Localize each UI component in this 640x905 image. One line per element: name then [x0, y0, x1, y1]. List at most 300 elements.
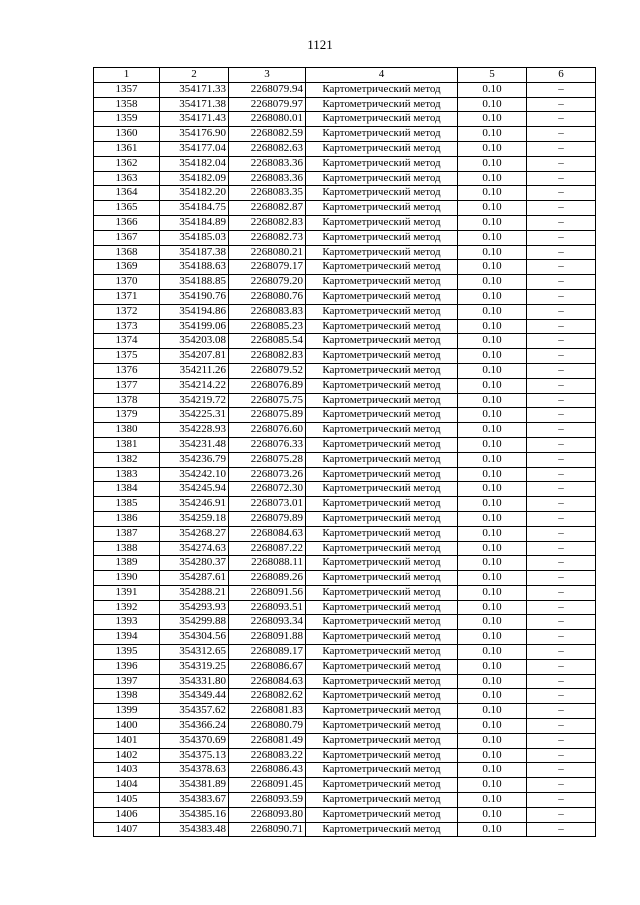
point-number-cell: 1393	[94, 615, 160, 630]
method-cell: Картометрический метод	[306, 334, 458, 349]
method-cell: Картометрический метод	[306, 748, 458, 763]
point-number-cell: 1390	[94, 571, 160, 586]
y-coordinate-cell: 2268075.89	[229, 408, 306, 423]
point-number-cell: 1374	[94, 334, 160, 349]
method-cell: Картометрический метод	[306, 497, 458, 512]
accuracy-cell: 0.10	[458, 363, 527, 378]
table-row	[94, 127, 596, 142]
method-cell: Картометрический метод	[306, 482, 458, 497]
y-coordinate-cell: 2268085.23	[229, 319, 306, 334]
method-cell: Картометрический метод	[306, 304, 458, 319]
method-cell: Картометрический метод	[306, 541, 458, 556]
point-number-cell: 1369	[94, 260, 160, 275]
table-row	[94, 704, 596, 719]
x-coordinate-cell: 354268.27	[160, 526, 229, 541]
point-number-cell: 1375	[94, 349, 160, 364]
y-coordinate-cell: 2268080.21	[229, 245, 306, 260]
coordinates-table	[93, 67, 596, 837]
x-coordinate-cell: 354185.03	[160, 230, 229, 245]
point-number-cell: 1389	[94, 556, 160, 571]
table-row	[94, 97, 596, 112]
method-cell: Картометрический метод	[306, 289, 458, 304]
y-coordinate-cell: 2268091.56	[229, 585, 306, 600]
accuracy-cell: 0.10	[458, 319, 527, 334]
y-coordinate-cell: 2268093.59	[229, 793, 306, 808]
y-coordinate-cell: 2268082.87	[229, 201, 306, 216]
description-cell: –	[527, 733, 596, 748]
y-coordinate-cell: 2268079.52	[229, 363, 306, 378]
description-cell: –	[527, 659, 596, 674]
method-cell: Картометрический метод	[306, 97, 458, 112]
x-coordinate-cell: 354231.48	[160, 437, 229, 452]
table-body	[94, 82, 596, 837]
description-cell: –	[527, 230, 596, 245]
x-coordinate-cell: 354188.85	[160, 275, 229, 290]
x-coordinate-cell: 354187.38	[160, 245, 229, 260]
y-coordinate-cell: 2268073.01	[229, 497, 306, 512]
x-coordinate-cell: 354378.63	[160, 763, 229, 778]
x-coordinate-cell: 354259.18	[160, 511, 229, 526]
column-header: 4	[306, 68, 458, 83]
y-coordinate-cell: 2268083.22	[229, 748, 306, 763]
method-cell: Картометрический метод	[306, 82, 458, 97]
table-row	[94, 289, 596, 304]
description-cell: –	[527, 822, 596, 837]
x-coordinate-cell: 354381.89	[160, 778, 229, 793]
description-cell: –	[527, 763, 596, 778]
description-cell: –	[527, 674, 596, 689]
accuracy-cell: 0.10	[458, 541, 527, 556]
description-cell: –	[527, 748, 596, 763]
description-cell: –	[527, 467, 596, 482]
x-coordinate-cell: 354184.89	[160, 215, 229, 230]
description-cell: –	[527, 186, 596, 201]
method-cell: Картометрический метод	[306, 127, 458, 142]
x-coordinate-cell: 354211.26	[160, 363, 229, 378]
method-cell: Картометрический метод	[306, 719, 458, 734]
point-number-cell: 1399	[94, 704, 160, 719]
y-coordinate-cell: 2268079.20	[229, 275, 306, 290]
accuracy-cell: 0.10	[458, 526, 527, 541]
x-coordinate-cell: 354225.31	[160, 408, 229, 423]
table-row	[94, 423, 596, 438]
x-coordinate-cell: 354319.25	[160, 659, 229, 674]
point-number-cell: 1395	[94, 645, 160, 660]
x-coordinate-cell: 354280.37	[160, 556, 229, 571]
description-cell: –	[527, 437, 596, 452]
description-cell: –	[527, 171, 596, 186]
x-coordinate-cell: 354357.62	[160, 704, 229, 719]
description-cell: –	[527, 423, 596, 438]
accuracy-cell: 0.10	[458, 704, 527, 719]
y-coordinate-cell: 2268079.17	[229, 260, 306, 275]
point-number-cell: 1370	[94, 275, 160, 290]
description-cell: –	[527, 408, 596, 423]
description-cell: –	[527, 82, 596, 97]
table-row	[94, 541, 596, 556]
method-cell: Картометрический метод	[306, 393, 458, 408]
accuracy-cell: 0.10	[458, 689, 527, 704]
x-coordinate-cell: 354304.56	[160, 630, 229, 645]
description-cell: –	[527, 97, 596, 112]
y-coordinate-cell: 2268088.11	[229, 556, 306, 571]
accuracy-cell: 0.10	[458, 615, 527, 630]
y-coordinate-cell: 2268090.71	[229, 822, 306, 837]
description-cell: –	[527, 615, 596, 630]
accuracy-cell: 0.10	[458, 112, 527, 127]
y-coordinate-cell: 2268079.97	[229, 97, 306, 112]
x-coordinate-cell: 354312.65	[160, 645, 229, 660]
description-cell: –	[527, 793, 596, 808]
point-number-cell: 1362	[94, 156, 160, 171]
y-coordinate-cell: 2268089.26	[229, 571, 306, 586]
y-coordinate-cell: 2268080.79	[229, 719, 306, 734]
y-coordinate-cell: 2268093.51	[229, 600, 306, 615]
y-coordinate-cell: 2268085.54	[229, 334, 306, 349]
table-row	[94, 807, 596, 822]
description-cell: –	[527, 689, 596, 704]
table-row	[94, 482, 596, 497]
accuracy-cell: 0.10	[458, 334, 527, 349]
table-row	[94, 763, 596, 778]
accuracy-cell: 0.10	[458, 82, 527, 97]
accuracy-cell: 0.10	[458, 230, 527, 245]
column-header: 2	[160, 68, 229, 83]
description-cell: –	[527, 215, 596, 230]
point-number-cell: 1360	[94, 127, 160, 142]
description-cell: –	[527, 585, 596, 600]
description-cell: –	[527, 645, 596, 660]
x-coordinate-cell: 354383.67	[160, 793, 229, 808]
y-coordinate-cell: 2268079.94	[229, 82, 306, 97]
accuracy-cell: 0.10	[458, 571, 527, 586]
method-cell: Картометрический метод	[306, 585, 458, 600]
y-coordinate-cell: 2268076.60	[229, 423, 306, 438]
table-row	[94, 615, 596, 630]
accuracy-cell: 0.10	[458, 497, 527, 512]
table-row	[94, 719, 596, 734]
method-cell: Картометрический метод	[306, 778, 458, 793]
method-cell: Картометрический метод	[306, 822, 458, 837]
x-coordinate-cell: 354182.20	[160, 186, 229, 201]
table-row	[94, 645, 596, 660]
y-coordinate-cell: 2268087.22	[229, 541, 306, 556]
point-number-cell: 1372	[94, 304, 160, 319]
x-coordinate-cell: 354236.79	[160, 452, 229, 467]
description-cell: –	[527, 112, 596, 127]
method-cell: Картометрический метод	[306, 733, 458, 748]
point-number-cell: 1380	[94, 423, 160, 438]
method-cell: Картометрический метод	[306, 630, 458, 645]
x-coordinate-cell: 354385.16	[160, 807, 229, 822]
x-coordinate-cell: 354370.69	[160, 733, 229, 748]
method-cell: Картометрический метод	[306, 112, 458, 127]
y-coordinate-cell: 2268072.30	[229, 482, 306, 497]
table-row	[94, 733, 596, 748]
accuracy-cell: 0.10	[458, 127, 527, 142]
method-cell: Картометрический метод	[306, 215, 458, 230]
accuracy-cell: 0.10	[458, 822, 527, 837]
description-cell: –	[527, 127, 596, 142]
column-header: 1	[94, 68, 160, 83]
x-coordinate-cell: 354171.33	[160, 82, 229, 97]
y-coordinate-cell: 2268086.67	[229, 659, 306, 674]
y-coordinate-cell: 2268075.28	[229, 452, 306, 467]
description-cell: –	[527, 156, 596, 171]
y-coordinate-cell: 2268083.35	[229, 186, 306, 201]
accuracy-cell: 0.10	[458, 171, 527, 186]
description-cell: –	[527, 719, 596, 734]
y-coordinate-cell: 2268081.49	[229, 733, 306, 748]
x-coordinate-cell: 354293.93	[160, 600, 229, 615]
x-coordinate-cell: 354182.04	[160, 156, 229, 171]
method-cell: Картометрический метод	[306, 659, 458, 674]
table-row	[94, 304, 596, 319]
accuracy-cell: 0.10	[458, 215, 527, 230]
point-number-cell: 1394	[94, 630, 160, 645]
point-number-cell: 1358	[94, 97, 160, 112]
description-cell: –	[527, 541, 596, 556]
accuracy-cell: 0.10	[458, 585, 527, 600]
x-coordinate-cell: 354207.81	[160, 349, 229, 364]
method-cell: Картометрический метод	[306, 319, 458, 334]
y-coordinate-cell: 2268073.26	[229, 467, 306, 482]
table-row	[94, 497, 596, 512]
point-number-cell: 1357	[94, 82, 160, 97]
table-row	[94, 334, 596, 349]
description-cell: –	[527, 556, 596, 571]
accuracy-cell: 0.10	[458, 97, 527, 112]
accuracy-cell: 0.10	[458, 275, 527, 290]
accuracy-cell: 0.10	[458, 289, 527, 304]
x-coordinate-cell: 354228.93	[160, 423, 229, 438]
point-number-cell: 1386	[94, 511, 160, 526]
method-cell: Картометрический метод	[306, 674, 458, 689]
y-coordinate-cell: 2268081.83	[229, 704, 306, 719]
method-cell: Картометрический метод	[306, 408, 458, 423]
x-coordinate-cell: 354288.21	[160, 585, 229, 600]
y-coordinate-cell: 2268080.76	[229, 289, 306, 304]
point-number-cell: 1376	[94, 363, 160, 378]
point-number-cell: 1406	[94, 807, 160, 822]
point-number-cell: 1368	[94, 245, 160, 260]
x-coordinate-cell: 354188.63	[160, 260, 229, 275]
description-cell: –	[527, 511, 596, 526]
description-cell: –	[527, 526, 596, 541]
description-cell: –	[527, 334, 596, 349]
accuracy-cell: 0.10	[458, 630, 527, 645]
point-number-cell: 1373	[94, 319, 160, 334]
accuracy-cell: 0.10	[458, 378, 527, 393]
method-cell: Картометрический метод	[306, 600, 458, 615]
table-row	[94, 245, 596, 260]
point-number-cell: 1397	[94, 674, 160, 689]
description-cell: –	[527, 245, 596, 260]
description-cell: –	[527, 497, 596, 512]
description-cell: –	[527, 201, 596, 216]
y-coordinate-cell: 2268083.36	[229, 156, 306, 171]
table-row	[94, 689, 596, 704]
description-cell: –	[527, 807, 596, 822]
accuracy-cell: 0.10	[458, 807, 527, 822]
method-cell: Картометрический метод	[306, 526, 458, 541]
method-cell: Картометрический метод	[306, 275, 458, 290]
point-number-cell: 1361	[94, 141, 160, 156]
point-number-cell: 1384	[94, 482, 160, 497]
y-coordinate-cell: 2268075.75	[229, 393, 306, 408]
method-cell: Картометрический метод	[306, 156, 458, 171]
y-coordinate-cell: 2268091.45	[229, 778, 306, 793]
method-cell: Картометрический метод	[306, 807, 458, 822]
x-coordinate-cell: 354274.63	[160, 541, 229, 556]
table-row	[94, 319, 596, 334]
method-cell: Картометрический метод	[306, 704, 458, 719]
description-cell: –	[527, 630, 596, 645]
accuracy-cell: 0.10	[458, 260, 527, 275]
description-cell: –	[527, 482, 596, 497]
description-cell: –	[527, 141, 596, 156]
description-cell: –	[527, 393, 596, 408]
y-coordinate-cell: 2268082.63	[229, 141, 306, 156]
point-number-cell: 1382	[94, 452, 160, 467]
accuracy-cell: 0.10	[458, 245, 527, 260]
y-coordinate-cell: 2268089.17	[229, 645, 306, 660]
x-coordinate-cell: 354242.10	[160, 467, 229, 482]
description-cell: –	[527, 778, 596, 793]
method-cell: Картометрический метод	[306, 186, 458, 201]
table-row	[94, 171, 596, 186]
point-number-cell: 1396	[94, 659, 160, 674]
accuracy-cell: 0.10	[458, 467, 527, 482]
y-coordinate-cell: 2268080.01	[229, 112, 306, 127]
method-cell: Картометрический метод	[306, 689, 458, 704]
method-cell: Картометрический метод	[306, 437, 458, 452]
table-row	[94, 260, 596, 275]
method-cell: Картометрический метод	[306, 571, 458, 586]
x-coordinate-cell: 354349.44	[160, 689, 229, 704]
x-coordinate-cell: 354383.48	[160, 822, 229, 837]
description-cell: –	[527, 304, 596, 319]
table-row	[94, 230, 596, 245]
description-cell: –	[527, 452, 596, 467]
accuracy-cell: 0.10	[458, 748, 527, 763]
point-number-cell: 1391	[94, 585, 160, 600]
point-number-cell: 1381	[94, 437, 160, 452]
point-number-cell: 1378	[94, 393, 160, 408]
point-number-cell: 1388	[94, 541, 160, 556]
table-row	[94, 467, 596, 482]
point-number-cell: 1379	[94, 408, 160, 423]
accuracy-cell: 0.10	[458, 304, 527, 319]
method-cell: Картометрический метод	[306, 230, 458, 245]
accuracy-cell: 0.10	[458, 201, 527, 216]
table-row	[94, 141, 596, 156]
accuracy-cell: 0.10	[458, 437, 527, 452]
point-number-cell: 1366	[94, 215, 160, 230]
accuracy-cell: 0.10	[458, 719, 527, 734]
accuracy-cell: 0.10	[458, 556, 527, 571]
accuracy-cell: 0.10	[458, 763, 527, 778]
x-coordinate-cell: 354375.13	[160, 748, 229, 763]
accuracy-cell: 0.10	[458, 141, 527, 156]
point-number-cell: 1387	[94, 526, 160, 541]
table-row	[94, 437, 596, 452]
table-row	[94, 822, 596, 837]
table-row	[94, 452, 596, 467]
x-coordinate-cell: 354245.94	[160, 482, 229, 497]
y-coordinate-cell: 2268093.34	[229, 615, 306, 630]
point-number-cell: 1383	[94, 467, 160, 482]
accuracy-cell: 0.10	[458, 778, 527, 793]
y-coordinate-cell: 2268093.80	[229, 807, 306, 822]
point-number-cell: 1403	[94, 763, 160, 778]
table-row	[94, 349, 596, 364]
x-coordinate-cell: 354176.90	[160, 127, 229, 142]
method-cell: Картометрический метод	[306, 363, 458, 378]
point-number-cell: 1363	[94, 171, 160, 186]
method-cell: Картометрический метод	[306, 556, 458, 571]
x-coordinate-cell: 354171.43	[160, 112, 229, 127]
table-row	[94, 82, 596, 97]
accuracy-cell: 0.10	[458, 600, 527, 615]
x-coordinate-cell: 354199.06	[160, 319, 229, 334]
y-coordinate-cell: 2268083.83	[229, 304, 306, 319]
description-cell: –	[527, 363, 596, 378]
method-cell: Картометрический метод	[306, 763, 458, 778]
point-number-cell: 1398	[94, 689, 160, 704]
table-row	[94, 600, 596, 615]
table-row	[94, 112, 596, 127]
accuracy-cell: 0.10	[458, 349, 527, 364]
method-cell: Картометрический метод	[306, 141, 458, 156]
y-coordinate-cell: 2268084.63	[229, 674, 306, 689]
accuracy-cell: 0.10	[458, 645, 527, 660]
method-cell: Картометрический метод	[306, 423, 458, 438]
accuracy-cell: 0.10	[458, 511, 527, 526]
table-row	[94, 156, 596, 171]
y-coordinate-cell: 2268082.83	[229, 349, 306, 364]
x-coordinate-cell: 354299.88	[160, 615, 229, 630]
point-number-cell: 1367	[94, 230, 160, 245]
table-row	[94, 378, 596, 393]
table-row	[94, 793, 596, 808]
table-row	[94, 511, 596, 526]
table-row	[94, 556, 596, 571]
x-coordinate-cell: 354219.72	[160, 393, 229, 408]
y-coordinate-cell: 2268084.63	[229, 526, 306, 541]
accuracy-cell: 0.10	[458, 793, 527, 808]
method-cell: Картометрический метод	[306, 260, 458, 275]
table-row	[94, 748, 596, 763]
table-row	[94, 275, 596, 290]
point-number-cell: 1404	[94, 778, 160, 793]
point-number-cell: 1400	[94, 719, 160, 734]
table-row	[94, 393, 596, 408]
description-cell: –	[527, 704, 596, 719]
accuracy-cell: 0.10	[458, 674, 527, 689]
point-number-cell: 1377	[94, 378, 160, 393]
x-coordinate-cell: 354184.75	[160, 201, 229, 216]
table-row	[94, 186, 596, 201]
point-number-cell: 1359	[94, 112, 160, 127]
x-coordinate-cell: 354246.91	[160, 497, 229, 512]
table-row	[94, 630, 596, 645]
accuracy-cell: 0.10	[458, 423, 527, 438]
method-cell: Картометрический метод	[306, 511, 458, 526]
table-header-row	[94, 68, 596, 83]
table-row	[94, 571, 596, 586]
x-coordinate-cell: 354177.04	[160, 141, 229, 156]
